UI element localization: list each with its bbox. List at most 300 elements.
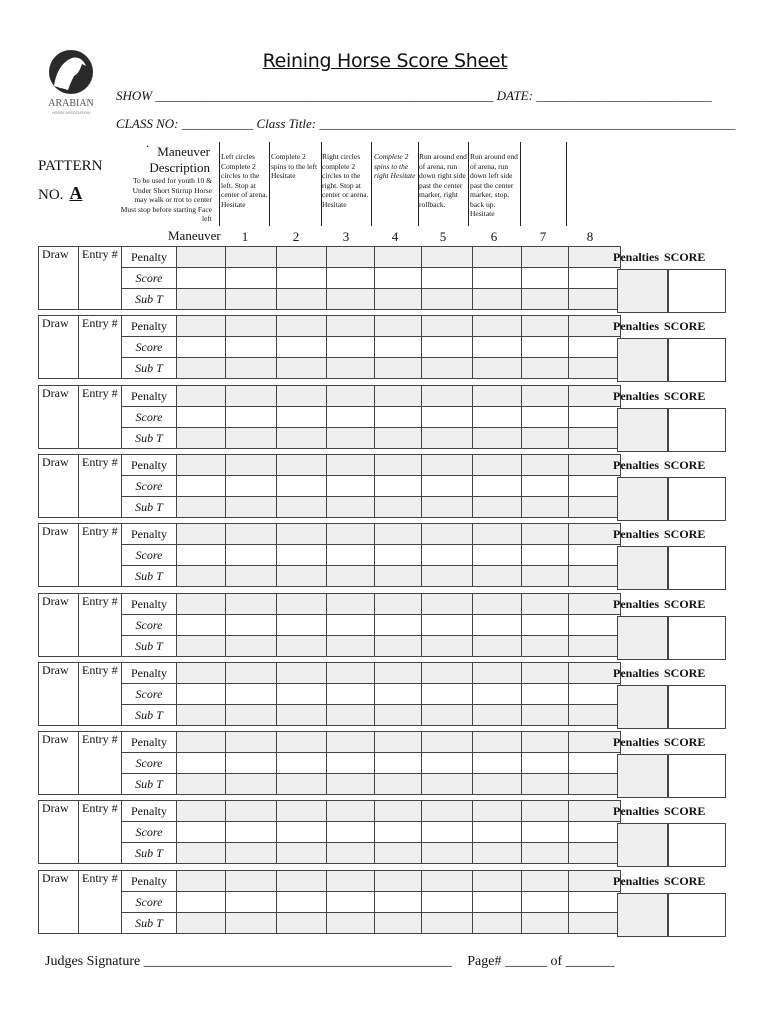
maneuver-cell[interactable] (226, 455, 277, 476)
maneuver-cell[interactable] (422, 822, 473, 843)
maneuver-cell[interactable] (177, 476, 226, 497)
maneuver-cell[interactable] (522, 407, 569, 428)
maneuver-cell[interactable] (177, 892, 226, 913)
maneuver-cell[interactable] (473, 566, 522, 587)
maneuver-cell[interactable] (327, 753, 375, 774)
maneuver-cell[interactable] (277, 892, 327, 913)
maneuver-cell[interactable] (375, 615, 422, 636)
maneuver-cell[interactable] (473, 871, 522, 892)
maneuver-cell[interactable] (375, 268, 422, 289)
maneuver-cell[interactable] (327, 636, 375, 657)
penalties-total-box[interactable] (617, 893, 669, 937)
maneuver-cell[interactable] (569, 843, 621, 864)
maneuver-cell[interactable] (422, 871, 473, 892)
maneuver-cell[interactable] (522, 545, 569, 566)
maneuver-cell[interactable] (226, 407, 277, 428)
maneuver-cell[interactable] (277, 386, 327, 407)
maneuver-cell[interactable] (473, 337, 522, 358)
score-total-box[interactable] (667, 823, 726, 867)
maneuver-cell[interactable] (422, 615, 473, 636)
draw-cell[interactable]: Draw (39, 455, 79, 518)
maneuver-cell[interactable] (569, 913, 621, 934)
penalties-total-box[interactable] (617, 754, 669, 798)
maneuver-cell[interactable] (277, 663, 327, 684)
maneuver-cell[interactable] (327, 705, 375, 726)
maneuver-cell[interactable] (569, 545, 621, 566)
maneuver-cell[interactable] (569, 822, 621, 843)
score-total-box[interactable] (667, 269, 726, 313)
maneuver-cell[interactable] (375, 705, 422, 726)
maneuver-cell[interactable] (569, 753, 621, 774)
maneuver-cell[interactable] (177, 455, 226, 476)
maneuver-cell[interactable] (277, 545, 327, 566)
maneuver-cell[interactable] (327, 663, 375, 684)
maneuver-cell[interactable] (569, 774, 621, 795)
maneuver-cell[interactable] (422, 566, 473, 587)
maneuver-cell[interactable] (422, 386, 473, 407)
maneuver-cell[interactable] (277, 753, 327, 774)
maneuver-cell[interactable] (473, 524, 522, 545)
maneuver-cell[interactable] (569, 497, 621, 518)
draw-cell[interactable]: Draw (39, 524, 79, 587)
maneuver-cell[interactable] (226, 892, 277, 913)
maneuver-cell[interactable] (375, 428, 422, 449)
maneuver-cell[interactable] (569, 268, 621, 289)
maneuver-cell[interactable] (226, 594, 277, 615)
maneuver-cell[interactable] (522, 594, 569, 615)
maneuver-cell[interactable] (522, 337, 569, 358)
maneuver-cell[interactable] (522, 732, 569, 753)
maneuver-cell[interactable] (473, 913, 522, 934)
maneuver-cell[interactable] (226, 358, 277, 379)
maneuver-cell[interactable] (422, 732, 473, 753)
score-total-box[interactable] (667, 616, 726, 660)
maneuver-cell[interactable] (422, 843, 473, 864)
maneuver-cell[interactable] (522, 524, 569, 545)
maneuver-cell[interactable] (177, 358, 226, 379)
maneuver-cell[interactable] (277, 268, 327, 289)
maneuver-cell[interactable] (422, 545, 473, 566)
score-total-box[interactable] (667, 754, 726, 798)
maneuver-cell[interactable] (522, 892, 569, 913)
maneuver-cell[interactable] (473, 476, 522, 497)
maneuver-cell[interactable] (177, 684, 226, 705)
maneuver-cell[interactable] (277, 684, 327, 705)
show-date-line[interactable]: SHOW ____________________________________________________ DATE: ___________________________ (116, 88, 712, 103)
maneuver-cell[interactable] (473, 663, 522, 684)
draw-cell[interactable]: Draw (39, 663, 79, 726)
maneuver-cell[interactable] (177, 822, 226, 843)
maneuver-cell[interactable] (569, 615, 621, 636)
maneuver-cell[interactable] (375, 337, 422, 358)
maneuver-cell[interactable] (522, 774, 569, 795)
maneuver-cell[interactable] (327, 871, 375, 892)
maneuver-cell[interactable] (422, 289, 473, 310)
maneuver-cell[interactable] (375, 913, 422, 934)
maneuver-cell[interactable] (422, 247, 473, 268)
maneuver-cell[interactable] (327, 289, 375, 310)
draw-cell[interactable]: Draw (39, 871, 79, 934)
maneuver-cell[interactable] (226, 524, 277, 545)
entry-number-cell[interactable]: Entry # (79, 386, 122, 449)
maneuver-cell[interactable] (226, 428, 277, 449)
maneuver-cell[interactable] (177, 594, 226, 615)
maneuver-cell[interactable] (327, 545, 375, 566)
maneuver-cell[interactable] (375, 801, 422, 822)
maneuver-cell[interactable] (569, 358, 621, 379)
maneuver-cell[interactable] (177, 545, 226, 566)
draw-cell[interactable]: Draw (39, 247, 79, 310)
maneuver-cell[interactable] (473, 684, 522, 705)
maneuver-cell[interactable] (473, 843, 522, 864)
maneuver-cell[interactable] (422, 268, 473, 289)
maneuver-cell[interactable] (473, 753, 522, 774)
maneuver-cell[interactable] (473, 801, 522, 822)
maneuver-cell[interactable] (277, 455, 327, 476)
maneuver-cell[interactable] (522, 684, 569, 705)
score-total-box[interactable] (667, 477, 726, 521)
maneuver-cell[interactable] (375, 594, 422, 615)
maneuver-cell[interactable] (226, 636, 277, 657)
maneuver-cell[interactable] (473, 497, 522, 518)
maneuver-cell[interactable] (177, 566, 226, 587)
maneuver-cell[interactable] (277, 801, 327, 822)
maneuver-cell[interactable] (522, 247, 569, 268)
maneuver-cell[interactable] (473, 428, 522, 449)
maneuver-cell[interactable] (226, 732, 277, 753)
maneuver-cell[interactable] (327, 428, 375, 449)
maneuver-cell[interactable] (177, 663, 226, 684)
draw-cell[interactable]: Draw (39, 732, 79, 795)
maneuver-cell[interactable] (277, 407, 327, 428)
maneuver-cell[interactable] (327, 337, 375, 358)
score-total-box[interactable] (667, 546, 726, 590)
maneuver-cell[interactable] (569, 892, 621, 913)
maneuver-cell[interactable] (375, 892, 422, 913)
maneuver-cell[interactable] (422, 684, 473, 705)
maneuver-cell[interactable] (375, 566, 422, 587)
maneuver-cell[interactable] (177, 524, 226, 545)
score-total-box[interactable] (667, 685, 726, 729)
maneuver-cell[interactable] (473, 545, 522, 566)
maneuver-cell[interactable] (422, 476, 473, 497)
maneuver-cell[interactable] (522, 316, 569, 337)
maneuver-cell[interactable] (522, 497, 569, 518)
maneuver-cell[interactable] (226, 663, 277, 684)
penalties-total-box[interactable] (617, 823, 669, 867)
maneuver-cell[interactable] (226, 566, 277, 587)
maneuver-cell[interactable] (327, 476, 375, 497)
maneuver-cell[interactable] (177, 705, 226, 726)
maneuver-cell[interactable] (422, 892, 473, 913)
maneuver-cell[interactable] (226, 684, 277, 705)
maneuver-cell[interactable] (422, 774, 473, 795)
maneuver-cell[interactable] (422, 705, 473, 726)
penalties-total-box[interactable] (617, 685, 669, 729)
maneuver-cell[interactable] (327, 774, 375, 795)
maneuver-cell[interactable] (569, 636, 621, 657)
maneuver-cell[interactable] (277, 497, 327, 518)
maneuver-cell[interactable] (473, 594, 522, 615)
score-total-box[interactable] (667, 893, 726, 937)
maneuver-cell[interactable] (473, 774, 522, 795)
maneuver-cell[interactable] (327, 455, 375, 476)
maneuver-cell[interactable] (522, 428, 569, 449)
entry-number-cell[interactable]: Entry # (79, 871, 122, 934)
maneuver-cell[interactable] (226, 247, 277, 268)
maneuver-cell[interactable] (226, 316, 277, 337)
maneuver-cell[interactable] (473, 892, 522, 913)
maneuver-cell[interactable] (473, 316, 522, 337)
maneuver-cell[interactable] (277, 871, 327, 892)
maneuver-cell[interactable] (375, 316, 422, 337)
maneuver-cell[interactable] (226, 337, 277, 358)
maneuver-cell[interactable] (177, 289, 226, 310)
entry-number-cell[interactable]: Entry # (79, 801, 122, 864)
maneuver-cell[interactable] (422, 497, 473, 518)
maneuver-cell[interactable] (327, 524, 375, 545)
maneuver-cell[interactable] (422, 407, 473, 428)
maneuver-cell[interactable] (177, 316, 226, 337)
page-number-line[interactable]: Page# ______ of _______ (467, 954, 615, 969)
maneuver-cell[interactable] (473, 705, 522, 726)
maneuver-cell[interactable] (375, 524, 422, 545)
maneuver-cell[interactable] (569, 407, 621, 428)
maneuver-cell[interactable] (422, 636, 473, 657)
maneuver-cell[interactable] (422, 594, 473, 615)
draw-cell[interactable]: Draw (39, 316, 79, 379)
maneuver-cell[interactable] (277, 615, 327, 636)
maneuver-cell[interactable] (277, 566, 327, 587)
maneuver-cell[interactable] (327, 386, 375, 407)
maneuver-cell[interactable] (226, 476, 277, 497)
maneuver-cell[interactable] (473, 615, 522, 636)
maneuver-cell[interactable] (327, 732, 375, 753)
maneuver-cell[interactable] (327, 913, 375, 934)
maneuver-cell[interactable] (473, 455, 522, 476)
score-total-box[interactable] (667, 338, 726, 382)
maneuver-cell[interactable] (327, 316, 375, 337)
maneuver-cell[interactable] (522, 801, 569, 822)
maneuver-cell[interactable] (327, 594, 375, 615)
maneuver-cell[interactable] (375, 358, 422, 379)
score-total-box[interactable] (667, 408, 726, 452)
entry-number-cell[interactable]: Entry # (79, 594, 122, 657)
maneuver-cell[interactable] (177, 407, 226, 428)
maneuver-cell[interactable] (177, 774, 226, 795)
maneuver-cell[interactable] (226, 497, 277, 518)
maneuver-cell[interactable] (177, 913, 226, 934)
maneuver-cell[interactable] (277, 594, 327, 615)
maneuver-cell[interactable] (327, 358, 375, 379)
maneuver-cell[interactable] (375, 684, 422, 705)
draw-cell[interactable]: Draw (39, 594, 79, 657)
maneuver-cell[interactable] (177, 843, 226, 864)
maneuver-cell[interactable] (226, 753, 277, 774)
maneuver-cell[interactable] (327, 497, 375, 518)
maneuver-cell[interactable] (327, 615, 375, 636)
maneuver-cell[interactable] (522, 636, 569, 657)
maneuver-cell[interactable] (473, 732, 522, 753)
maneuver-cell[interactable] (327, 566, 375, 587)
maneuver-cell[interactable] (177, 615, 226, 636)
maneuver-cell[interactable] (473, 247, 522, 268)
maneuver-cell[interactable] (375, 732, 422, 753)
maneuver-cell[interactable] (522, 913, 569, 934)
maneuver-cell[interactable] (473, 407, 522, 428)
maneuver-cell[interactable] (277, 822, 327, 843)
maneuver-cell[interactable] (277, 705, 327, 726)
maneuver-cell[interactable] (522, 386, 569, 407)
maneuver-cell[interactable] (277, 337, 327, 358)
maneuver-cell[interactable] (327, 247, 375, 268)
maneuver-cell[interactable] (226, 871, 277, 892)
maneuver-cell[interactable] (327, 843, 375, 864)
maneuver-cell[interactable] (327, 892, 375, 913)
penalties-total-box[interactable] (617, 616, 669, 660)
maneuver-cell[interactable] (226, 801, 277, 822)
maneuver-cell[interactable] (177, 636, 226, 657)
penalties-total-box[interactable] (617, 546, 669, 590)
maneuver-cell[interactable] (522, 753, 569, 774)
maneuver-cell[interactable] (569, 337, 621, 358)
maneuver-cell[interactable] (422, 455, 473, 476)
maneuver-cell[interactable] (177, 801, 226, 822)
class-line[interactable]: CLASS NO: ___________ Class Title: ________________________________________________________________ (116, 116, 736, 131)
maneuver-cell[interactable] (569, 428, 621, 449)
maneuver-cell[interactable] (177, 871, 226, 892)
entry-number-cell[interactable]: Entry # (79, 663, 122, 726)
maneuver-cell[interactable] (226, 289, 277, 310)
maneuver-cell[interactable] (569, 705, 621, 726)
maneuver-cell[interactable] (277, 428, 327, 449)
maneuver-cell[interactable] (277, 247, 327, 268)
maneuver-cell[interactable] (522, 476, 569, 497)
maneuver-cell[interactable] (422, 337, 473, 358)
entry-number-cell[interactable]: Entry # (79, 455, 122, 518)
penalties-total-box[interactable] (617, 338, 669, 382)
maneuver-cell[interactable] (177, 247, 226, 268)
maneuver-cell[interactable] (473, 822, 522, 843)
maneuver-cell[interactable] (569, 684, 621, 705)
maneuver-cell[interactable] (569, 476, 621, 497)
maneuver-cell[interactable] (375, 407, 422, 428)
maneuver-cell[interactable] (226, 268, 277, 289)
maneuver-cell[interactable] (327, 801, 375, 822)
maneuver-cell[interactable] (375, 289, 422, 310)
maneuver-cell[interactable] (473, 358, 522, 379)
maneuver-cell[interactable] (277, 524, 327, 545)
maneuver-cell[interactable] (277, 636, 327, 657)
penalties-total-box[interactable] (617, 269, 669, 313)
draw-cell[interactable]: Draw (39, 801, 79, 864)
maneuver-cell[interactable] (177, 428, 226, 449)
maneuver-cell[interactable] (327, 268, 375, 289)
maneuver-cell[interactable] (226, 386, 277, 407)
maneuver-cell[interactable] (375, 636, 422, 657)
entry-number-cell[interactable]: Entry # (79, 524, 122, 587)
penalties-total-box[interactable] (617, 477, 669, 521)
maneuver-cell[interactable] (277, 358, 327, 379)
maneuver-cell[interactable] (422, 524, 473, 545)
maneuver-cell[interactable] (522, 615, 569, 636)
maneuver-cell[interactable] (473, 268, 522, 289)
entry-number-cell[interactable]: Entry # (79, 247, 122, 310)
maneuver-cell[interactable] (177, 753, 226, 774)
maneuver-cell[interactable] (473, 386, 522, 407)
maneuver-cell[interactable] (327, 684, 375, 705)
maneuver-cell[interactable] (375, 753, 422, 774)
maneuver-cell[interactable] (422, 316, 473, 337)
maneuver-cell[interactable] (422, 753, 473, 774)
maneuver-cell[interactable] (177, 497, 226, 518)
maneuver-cell[interactable] (375, 247, 422, 268)
maneuver-cell[interactable] (177, 268, 226, 289)
maneuver-cell[interactable] (522, 843, 569, 864)
maneuver-cell[interactable] (375, 663, 422, 684)
maneuver-cell[interactable] (177, 732, 226, 753)
maneuver-cell[interactable] (226, 545, 277, 566)
maneuver-cell[interactable] (226, 774, 277, 795)
maneuver-cell[interactable] (277, 774, 327, 795)
maneuver-cell[interactable] (422, 428, 473, 449)
maneuver-cell[interactable] (375, 871, 422, 892)
maneuver-cell[interactable] (277, 732, 327, 753)
maneuver-cell[interactable] (375, 843, 422, 864)
entry-number-cell[interactable]: Entry # (79, 732, 122, 795)
maneuver-cell[interactable] (522, 663, 569, 684)
maneuver-cell[interactable] (522, 289, 569, 310)
maneuver-cell[interactable] (422, 801, 473, 822)
maneuver-cell[interactable] (522, 871, 569, 892)
maneuver-cell[interactable] (277, 316, 327, 337)
maneuver-cell[interactable] (522, 268, 569, 289)
maneuver-cell[interactable] (375, 455, 422, 476)
maneuver-cell[interactable] (522, 705, 569, 726)
maneuver-cell[interactable] (277, 843, 327, 864)
maneuver-cell[interactable] (177, 386, 226, 407)
maneuver-cell[interactable] (522, 822, 569, 843)
maneuver-cell[interactable] (422, 663, 473, 684)
maneuver-cell[interactable] (277, 913, 327, 934)
judges-signature-line[interactable]: Judges Signature ____________________________________________ (45, 954, 452, 969)
maneuver-cell[interactable] (375, 545, 422, 566)
maneuver-cell[interactable] (569, 566, 621, 587)
maneuver-cell[interactable] (327, 407, 375, 428)
maneuver-cell[interactable] (277, 289, 327, 310)
maneuver-cell[interactable] (422, 913, 473, 934)
maneuver-cell[interactable] (522, 455, 569, 476)
maneuver-cell[interactable] (226, 822, 277, 843)
maneuver-cell[interactable] (226, 913, 277, 934)
maneuver-cell[interactable] (375, 386, 422, 407)
maneuver-cell[interactable] (569, 289, 621, 310)
maneuver-cell[interactable] (522, 358, 569, 379)
maneuver-cell[interactable] (473, 289, 522, 310)
penalties-total-box[interactable] (617, 408, 669, 452)
maneuver-cell[interactable] (422, 358, 473, 379)
maneuver-cell[interactable] (375, 774, 422, 795)
maneuver-cell[interactable] (177, 337, 226, 358)
maneuver-cell[interactable] (522, 566, 569, 587)
maneuver-cell[interactable] (226, 843, 277, 864)
maneuver-cell[interactable] (375, 822, 422, 843)
maneuver-cell[interactable] (226, 615, 277, 636)
draw-cell[interactable]: Draw (39, 386, 79, 449)
maneuver-cell[interactable] (226, 705, 277, 726)
maneuver-cell[interactable] (375, 476, 422, 497)
maneuver-cell[interactable] (375, 497, 422, 518)
